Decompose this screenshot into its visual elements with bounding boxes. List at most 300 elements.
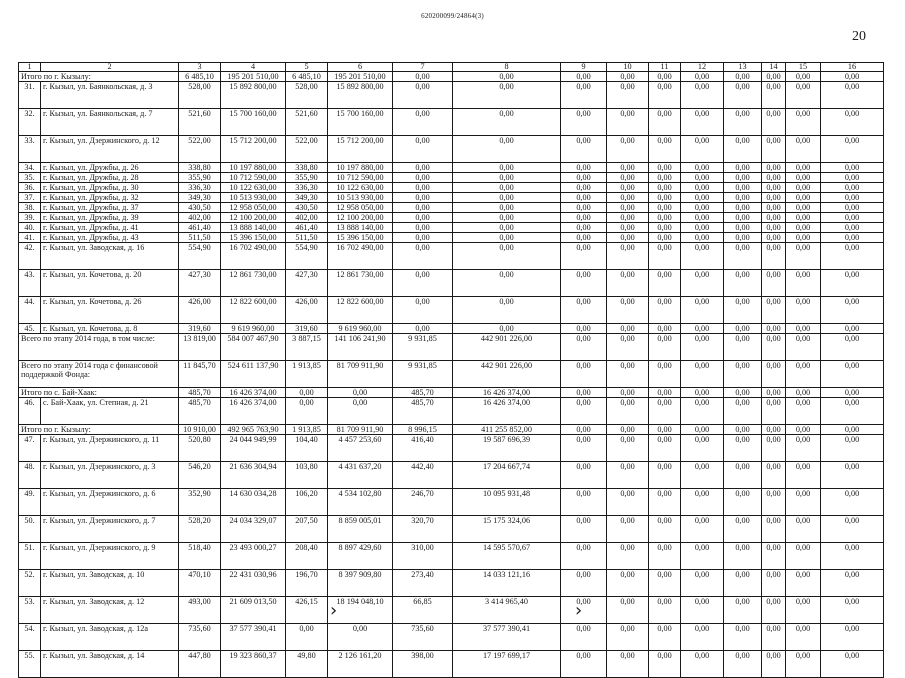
table-cell: г. Кызыл, ул. Заводская, д. 10 xyxy=(41,570,179,597)
table-cell: 0,00 xyxy=(821,72,884,82)
table-cell: 7 xyxy=(393,63,453,72)
table-cell: 8 xyxy=(453,63,561,72)
table-cell: 0,00 xyxy=(724,297,762,324)
table-cell: 0,00 xyxy=(762,297,786,324)
table-row xyxy=(19,624,884,651)
table-cell: 0,00 xyxy=(681,324,724,334)
table-cell: 0,00 xyxy=(681,213,724,223)
table-cell: 522,00 xyxy=(286,136,328,163)
table-cell: 0,00 xyxy=(286,388,328,398)
table-cell: 0,00 xyxy=(681,425,724,435)
table-cell: 0,00 xyxy=(724,516,762,543)
table-cell: 0,00 xyxy=(607,183,649,193)
table-cell: 0,00 xyxy=(649,82,681,109)
table-cell: 0,00 xyxy=(786,136,821,163)
table-cell: 0,00 xyxy=(762,489,786,516)
table-cell: 402,00 xyxy=(179,213,221,223)
table-cell: 0,00 xyxy=(762,462,786,489)
table-cell: 0,00 xyxy=(724,361,762,388)
table-cell: г. Кызыл, ул. Дзержинского, д. 12 xyxy=(41,136,179,163)
table-cell: 0,00 xyxy=(681,543,724,570)
table-cell: 16 426 374,00 xyxy=(453,388,561,398)
table-cell: 0,00 xyxy=(786,651,821,678)
table-cell: г. Кызыл, ул. Дружбы, д. 32 xyxy=(41,193,179,203)
table-cell: 1 913,85 xyxy=(286,361,328,388)
table-cell: 528,20 xyxy=(179,516,221,543)
table-cell: Итого по г. Кызылу: xyxy=(19,72,179,82)
table-cell: 0,00 xyxy=(649,516,681,543)
table-cell: 0,00 xyxy=(786,361,821,388)
table-cell: 0,00 xyxy=(453,173,561,183)
table-cell: 0,00 xyxy=(762,223,786,233)
table-cell: 15 xyxy=(786,63,821,72)
table-cell: 352,90 xyxy=(179,489,221,516)
table-cell: 37. xyxy=(19,193,41,203)
table-cell: 0,00 xyxy=(724,570,762,597)
table-cell: 0,00 xyxy=(561,72,607,82)
register-table xyxy=(18,62,884,678)
table-cell: 0,00 xyxy=(821,435,884,462)
table-cell: 0,00 xyxy=(649,489,681,516)
table-cell: 0,00 xyxy=(453,270,561,297)
table-cell: 430,50 xyxy=(179,203,221,213)
table-cell: г. Кызыл, ул. Дружбы, д. 26 xyxy=(41,163,179,173)
table-cell: 15 396 150,00 xyxy=(328,233,393,243)
table-cell: г. Кызыл, ул. Дружбы, д. 28 xyxy=(41,173,179,183)
table-cell: 0,00 xyxy=(681,243,724,270)
table-cell: 0,00 xyxy=(724,109,762,136)
table-cell: 47. xyxy=(19,435,41,462)
table-cell: 461,40 xyxy=(286,223,328,233)
table-cell: 4 457 253,60 xyxy=(328,435,393,462)
table-cell: 0,00 xyxy=(821,109,884,136)
table-cell: 0,00 xyxy=(762,213,786,223)
table-cell: 0,00 xyxy=(762,82,786,109)
table-cell: 0,00 xyxy=(607,425,649,435)
table-cell: 0,00 xyxy=(561,543,607,570)
table-cell: 34. xyxy=(19,163,41,173)
table-cell: 426,00 xyxy=(179,297,221,324)
table-cell: 0,00 xyxy=(681,173,724,183)
table-cell: 319,60 xyxy=(286,324,328,334)
table-cell: 0,00 xyxy=(821,361,884,388)
table-cell: 0,00 xyxy=(681,570,724,597)
table-cell: 0,00 xyxy=(724,243,762,270)
column-number-row xyxy=(19,63,884,72)
table-cell: 0,00 xyxy=(821,425,884,435)
table-cell: 0,00 xyxy=(821,270,884,297)
table-cell: 0,00 xyxy=(821,624,884,651)
table-row xyxy=(19,136,884,163)
table-cell: 14 xyxy=(762,63,786,72)
table-cell: 0,00 xyxy=(724,72,762,82)
table-cell: г. Кызыл, ул. Кочетова, д. 8 xyxy=(41,324,179,334)
table-cell: 0,00 xyxy=(607,651,649,678)
table-cell: 0,00 xyxy=(762,597,786,624)
table-cell: 0,00 xyxy=(607,398,649,425)
table-cell: 246,70 xyxy=(393,489,453,516)
table-row xyxy=(19,213,884,223)
table-cell: 12 100 200,00 xyxy=(221,213,286,223)
table-cell: 0,00 xyxy=(724,651,762,678)
table-cell: 0,00 xyxy=(724,543,762,570)
table-cell: 0,00 xyxy=(821,203,884,213)
table-cell: г. Кызыл, ул. Заводская, д. 14 xyxy=(41,651,179,678)
table-cell: 0,00 xyxy=(681,597,724,624)
table-cell: 0,00 xyxy=(607,570,649,597)
table-cell: Всего по этапу 2014 года с финансовой поддержкой Фонда: xyxy=(19,361,179,388)
table-cell: 0,00 xyxy=(821,597,884,624)
table-cell: 0,00 xyxy=(453,223,561,233)
table-cell: 0,00 xyxy=(821,183,884,193)
table-cell: 4 534 102,80 xyxy=(328,489,393,516)
table-row xyxy=(19,193,884,203)
table-cell: 1 xyxy=(19,63,41,72)
table-cell: 402,00 xyxy=(286,213,328,223)
table-cell: 0,00 xyxy=(821,489,884,516)
table-cell: 0,00 xyxy=(724,435,762,462)
table-cell: 0,00 xyxy=(821,398,884,425)
table-cell: 0,00 xyxy=(649,270,681,297)
table-cell: 0,00 xyxy=(821,543,884,570)
table-cell: 0,00 xyxy=(393,109,453,136)
table-cell: 3 xyxy=(179,63,221,72)
table-cell: 522,00 xyxy=(179,136,221,163)
table-cell: 0,00 xyxy=(786,462,821,489)
table-cell: 12 958 050,00 xyxy=(328,203,393,213)
table-cell: 11 845,70 xyxy=(179,361,221,388)
table-cell: 0,00 xyxy=(393,324,453,334)
table-cell: 195 201 510,00 xyxy=(221,72,286,82)
table-cell: 528,00 xyxy=(286,82,328,109)
table-cell: 10 122 630,00 xyxy=(328,183,393,193)
table-cell: 0,00 xyxy=(762,72,786,82)
table-cell: г. Кызыл, ул. Заводская, д. 16 xyxy=(41,243,179,270)
table-cell: 0,00 xyxy=(821,223,884,233)
table-cell: 0,00 xyxy=(561,361,607,388)
table-cell: 10 197 880,00 xyxy=(221,163,286,173)
table-cell: 9 931,85 xyxy=(393,361,453,388)
table-row xyxy=(19,489,884,516)
table-cell: 319,60 xyxy=(179,324,221,334)
table-cell: 81 709 911,90 xyxy=(328,361,393,388)
table-row xyxy=(19,183,884,193)
table-cell: 40. xyxy=(19,223,41,233)
table-cell: 0,00 xyxy=(393,243,453,270)
table-cell: 0,00 xyxy=(786,223,821,233)
table-cell: 0,00 xyxy=(286,398,328,425)
table-cell: 427,30 xyxy=(179,270,221,297)
table-cell: 0,00 xyxy=(328,388,393,398)
table-cell: 493,00 xyxy=(179,597,221,624)
table-cell: 46. xyxy=(19,398,41,425)
table-cell: 0,00 xyxy=(786,597,821,624)
table-cell: 0,00 xyxy=(393,233,453,243)
table-cell: 0,00 xyxy=(649,136,681,163)
table-cell: 0,00 xyxy=(393,72,453,82)
table-cell: 17 197 699,17 xyxy=(453,651,561,678)
table-row xyxy=(19,270,884,297)
table-cell: 0,00 xyxy=(607,297,649,324)
table-cell: 9 619 960,00 xyxy=(221,324,286,334)
table-cell: 528,00 xyxy=(179,82,221,109)
table-cell: 554,90 xyxy=(286,243,328,270)
table-cell: г. Кызыл, ул. Кочетова, д. 26 xyxy=(41,297,179,324)
table-cell: 0,00 xyxy=(453,297,561,324)
table-cell: г. Кызыл, ул. Дзержинского, д. 6 xyxy=(41,489,179,516)
table-cell: 0,00 xyxy=(786,516,821,543)
table-cell: 0,00 xyxy=(649,243,681,270)
table-cell: 0,00 xyxy=(821,388,884,398)
table-cell: 0,00 xyxy=(762,173,786,183)
table-cell: г. Кызыл, ул. Кочетова, д. 20 xyxy=(41,270,179,297)
table-cell: 0,00 xyxy=(607,203,649,213)
table-cell: 0,00 xyxy=(561,651,607,678)
table-cell: 0,00 xyxy=(821,193,884,203)
table-cell: 0,00 xyxy=(681,651,724,678)
table-cell: 0,00 xyxy=(821,243,884,270)
table-cell: 10 197 880,00 xyxy=(328,163,393,173)
table-cell: 0,00 xyxy=(561,462,607,489)
table-cell: 0,00 xyxy=(649,297,681,324)
table-cell: 10 712 590,00 xyxy=(221,173,286,183)
table-cell: 0,00 xyxy=(786,203,821,213)
table-cell: 0,00 xyxy=(821,82,884,109)
table-cell: 584 007 467,90 xyxy=(221,334,286,361)
table-cell: 4 431 637,20 xyxy=(328,462,393,489)
table-cell: 0,00 xyxy=(328,398,393,425)
table-cell: 0,00 xyxy=(762,570,786,597)
table-cell: 0,00 xyxy=(681,136,724,163)
table-cell: 0,00 xyxy=(607,163,649,173)
table-cell: 0,00 xyxy=(561,425,607,435)
table-cell: 0,00 xyxy=(786,173,821,183)
table-cell: 485,70 xyxy=(179,388,221,398)
table-cell: 0,00 xyxy=(649,361,681,388)
table-cell: 13 888 140,00 xyxy=(221,223,286,233)
table-cell: 0,00 xyxy=(607,193,649,203)
table-cell: 0,00 xyxy=(607,597,649,624)
table-cell: 0,00 xyxy=(561,173,607,183)
table-cell: 12 822 600,00 xyxy=(328,297,393,324)
table-cell: 0,00 xyxy=(786,243,821,270)
table-cell: 12 822 600,00 xyxy=(221,297,286,324)
table-row xyxy=(19,570,884,597)
table-cell: 2 xyxy=(41,63,179,72)
table-cell: 518,40 xyxy=(179,543,221,570)
table-cell: 106,20 xyxy=(286,489,328,516)
table-cell: 12 958 050,00 xyxy=(221,203,286,213)
table-cell: 15 712 200,00 xyxy=(328,136,393,163)
table-cell: 485,70 xyxy=(393,388,453,398)
table-cell: 0,00 xyxy=(724,193,762,203)
table-cell: 735,60 xyxy=(179,624,221,651)
table-cell: 546,20 xyxy=(179,462,221,489)
table-cell: 0,00 xyxy=(607,243,649,270)
table-cell: 0,00 xyxy=(607,223,649,233)
table-cell: 0,00 xyxy=(786,297,821,324)
table-cell: 0,00 xyxy=(762,651,786,678)
table-cell: 16 426 374,00 xyxy=(453,398,561,425)
table-cell: 6 xyxy=(328,63,393,72)
table-cell: 411 255 852,00 xyxy=(453,425,561,435)
table-cell: 0,00 xyxy=(786,543,821,570)
table-cell: 0,00 xyxy=(561,136,607,163)
table-row xyxy=(19,516,884,543)
table-cell: 426,00 xyxy=(286,297,328,324)
table-cell: 49,80 xyxy=(286,651,328,678)
table-cell: 0,00 xyxy=(561,213,607,223)
table-cell: 0,00 xyxy=(393,136,453,163)
table-cell: 0,00 xyxy=(561,516,607,543)
table-cell: 0,00 xyxy=(393,173,453,183)
table-row xyxy=(19,82,884,109)
table-cell: 338,80 xyxy=(286,163,328,173)
table-cell: 42. xyxy=(19,243,41,270)
table-cell: 0,00 xyxy=(649,398,681,425)
table-cell: 447,80 xyxy=(179,651,221,678)
subtotal-row xyxy=(19,72,884,82)
table-cell: 19 587 696,39 xyxy=(453,435,561,462)
table-cell: 0,00 xyxy=(681,109,724,136)
table-cell: 0,00 xyxy=(821,516,884,543)
table-cell: 13 xyxy=(724,63,762,72)
table-cell: 16 702 490,00 xyxy=(328,243,393,270)
table-cell: 14 033 121,16 xyxy=(453,570,561,597)
table-cell: 39. xyxy=(19,213,41,223)
table-cell: 8 996,15 xyxy=(393,425,453,435)
table-cell: 195 201 510,00 xyxy=(328,72,393,82)
table-cell: 0,00 xyxy=(393,203,453,213)
table-cell: 36. xyxy=(19,183,41,193)
table-cell: 15 700 160,00 xyxy=(221,109,286,136)
table-cell: 0,00 xyxy=(453,82,561,109)
table-cell: 0,00 xyxy=(786,72,821,82)
table-cell: 0,00 xyxy=(649,651,681,678)
table-cell: 2 126 161,20 xyxy=(328,651,393,678)
table-cell: с. Бай-Хаак, ул. Степная, д. 21 xyxy=(41,398,179,425)
table-cell: 0,00 xyxy=(724,388,762,398)
table-cell: 0,00 xyxy=(649,193,681,203)
table-cell: 16 426 374,00 xyxy=(221,388,286,398)
table-cell: 0,00 xyxy=(821,297,884,324)
table-cell: 511,50 xyxy=(179,233,221,243)
table-cell: 0,00 xyxy=(607,388,649,398)
table-cell: 0,00 xyxy=(649,109,681,136)
table-cell: 0,00 xyxy=(786,398,821,425)
table-row xyxy=(19,651,884,678)
table-cell: 0,00 xyxy=(561,193,607,203)
table-cell: 554,90 xyxy=(179,243,221,270)
table-row xyxy=(19,233,884,243)
table-cell: 0,00 xyxy=(762,203,786,213)
table-cell: 0,00 xyxy=(286,624,328,651)
table-cell: 0,00 xyxy=(724,233,762,243)
table-cell: 4 xyxy=(221,63,286,72)
table-cell: 0,00 xyxy=(393,183,453,193)
table-cell: 0,00 xyxy=(561,489,607,516)
table-cell: 0,00 xyxy=(762,193,786,203)
table-cell: 0,00 xyxy=(724,597,762,624)
table-cell: 0,00 xyxy=(607,516,649,543)
table-cell: 0,00 xyxy=(607,213,649,223)
table-cell: 0,00 xyxy=(681,462,724,489)
table-cell: 524 611 137,90 xyxy=(221,361,286,388)
table-cell: 273,40 xyxy=(393,570,453,597)
table-cell: 10 513 930,00 xyxy=(328,193,393,203)
table-cell: 0,00 xyxy=(561,334,607,361)
table-cell: 15 892 800,00 xyxy=(221,82,286,109)
table-cell: 0,00 xyxy=(607,489,649,516)
table-cell: 0,00 xyxy=(724,270,762,297)
table-cell: 0,00 xyxy=(821,570,884,597)
table-cell: 0,00 xyxy=(786,334,821,361)
table-cell: 3 887,15 xyxy=(286,334,328,361)
table-cell: 0,00 xyxy=(681,72,724,82)
page-number: 20 xyxy=(852,29,866,44)
table-cell: 511,50 xyxy=(286,233,328,243)
table-cell: 22 431 030,96 xyxy=(221,570,286,597)
table-cell: 0,00 xyxy=(762,163,786,173)
table-cell: 0,00 xyxy=(561,223,607,233)
table-cell: 461,40 xyxy=(179,223,221,233)
table-cell: 0,00 xyxy=(649,233,681,243)
table-cell: г. Кызыл, ул. Дзержинского, д. 7 xyxy=(41,516,179,543)
table-cell: 0,00 xyxy=(821,173,884,183)
table-cell: 0,00 xyxy=(821,136,884,163)
table-cell: 0,00 xyxy=(649,388,681,398)
table-cell: 11 xyxy=(649,63,681,72)
table-cell: 0,00 xyxy=(762,388,786,398)
table-cell: 0,00 xyxy=(561,203,607,213)
table-cell: 0,00 xyxy=(681,361,724,388)
table-cell: 0,00 xyxy=(762,324,786,334)
table-cell: 19 323 860,37 xyxy=(221,651,286,678)
table-cell: 338,80 xyxy=(179,163,221,173)
table-cell: 16 xyxy=(821,63,884,72)
footer-mark: › xyxy=(575,600,583,621)
table-cell: 0,00 xyxy=(607,72,649,82)
table-cell: 0,00 xyxy=(561,597,607,624)
table-cell: 13 888 140,00 xyxy=(328,223,393,233)
table-cell: 9 xyxy=(561,63,607,72)
table-cell: 0,00 xyxy=(561,270,607,297)
table-cell: 21 609 013,50 xyxy=(221,597,286,624)
document-id: 620200099/24864(3) xyxy=(421,12,484,20)
table-cell: 0,00 xyxy=(762,435,786,462)
table-cell: 10 xyxy=(607,63,649,72)
table-cell: г. Кызыл, ул. Дружбы, д. 41 xyxy=(41,223,179,233)
table-cell: 0,00 xyxy=(786,109,821,136)
table-cell: 0,00 xyxy=(786,183,821,193)
table-cell: 0,00 xyxy=(607,624,649,651)
table-cell: 0,00 xyxy=(762,334,786,361)
table-cell: 0,00 xyxy=(681,193,724,203)
table-cell: 0,00 xyxy=(607,270,649,297)
table-cell: 15 892 800,00 xyxy=(328,82,393,109)
footer-mark: › xyxy=(330,600,338,621)
table-cell: 0,00 xyxy=(561,163,607,173)
table-cell: 1 913,85 xyxy=(286,425,328,435)
table-cell: 0,00 xyxy=(786,163,821,173)
table-cell: 0,00 xyxy=(393,213,453,223)
table-cell: 0,00 xyxy=(786,270,821,297)
table-cell: 0,00 xyxy=(561,243,607,270)
table-cell: г. Кызыл, ул. Дружбы, д. 43 xyxy=(41,233,179,243)
subtotal-row xyxy=(19,361,884,388)
table-cell: 520,80 xyxy=(179,435,221,462)
table-cell: 0,00 xyxy=(649,570,681,597)
